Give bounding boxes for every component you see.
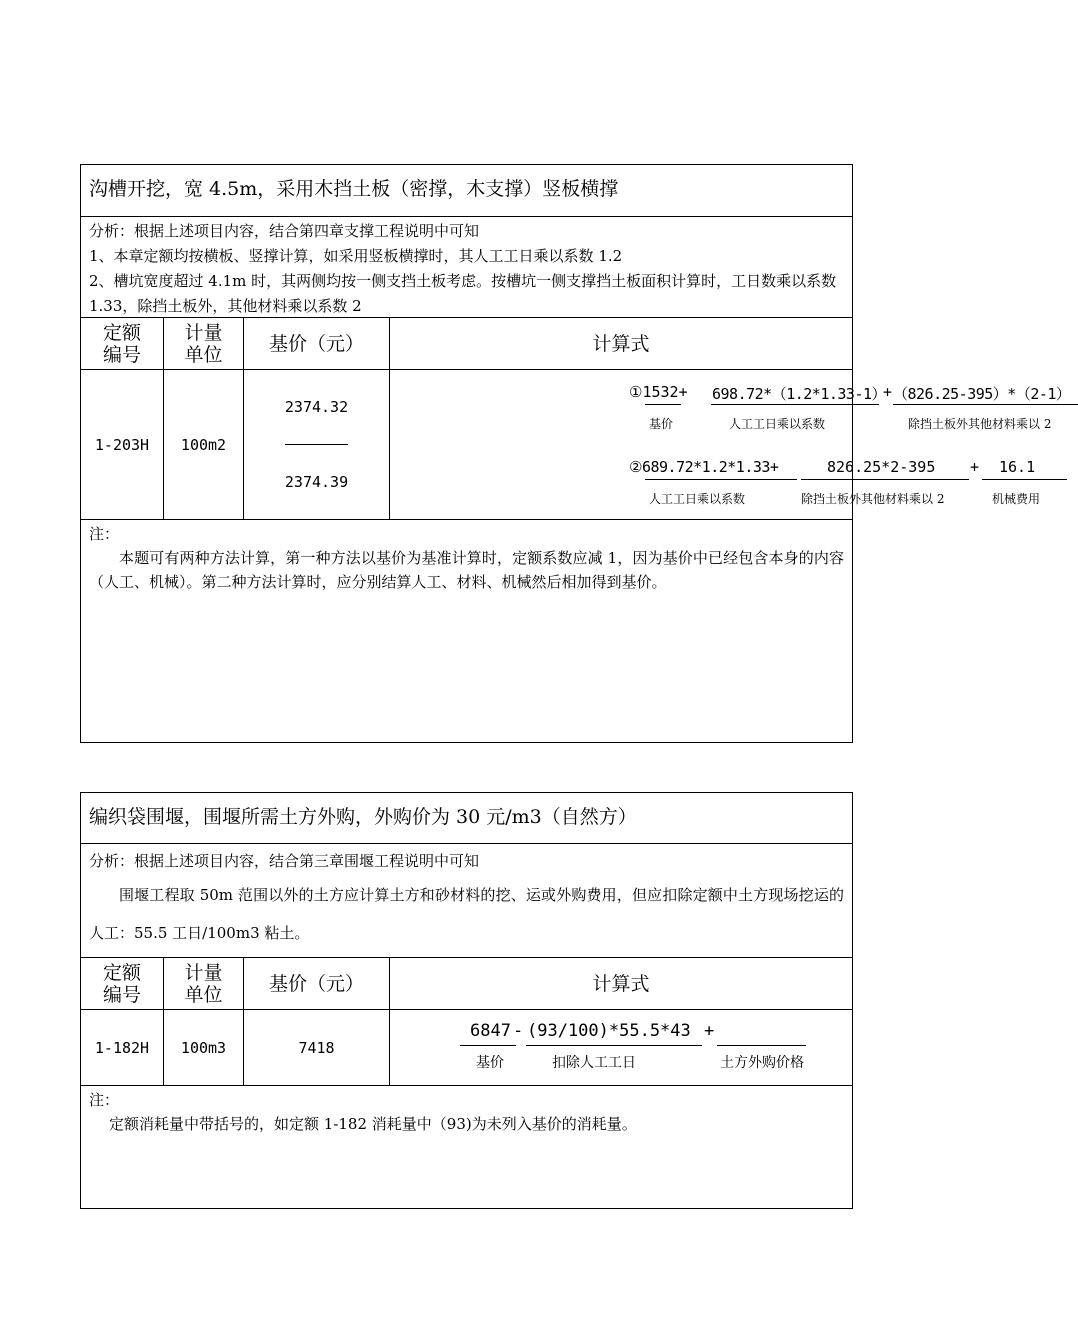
table-row (81, 1010, 852, 1086)
block-title: 沟槽开挖，宽 4.5m，采用木挡土板（密撑，木支撑）竖板横撑 (81, 165, 852, 217)
note-title: 注： (89, 1091, 120, 1109)
table-header (81, 958, 852, 1010)
analysis-section (81, 844, 852, 958)
analysis-section (81, 217, 852, 318)
header-price: 基价（元） (244, 958, 390, 1009)
underline (460, 1045, 516, 1046)
note-text: 本题可有两种方法计算，第一种方法以基价为基准计算时，定额系数应减 1，因为基价中已经包含本身的内容（人工、机械）。第二种方法计算时，应分别结算人工、材料、机械然后相加得到基价。 (89, 549, 844, 591)
quota-block-2 (80, 792, 853, 1209)
quota-unit: 100m3 (164, 1010, 244, 1085)
formula-part: - (513, 1021, 524, 1041)
note-section (81, 1086, 852, 1208)
underline (801, 479, 969, 480)
formula-label: 人工工日乘以系数 (729, 417, 826, 431)
price-column (244, 370, 390, 519)
analysis-line: 分析：根据上述项目内容，结合第四章支撑工程说明中可知 (89, 222, 480, 240)
analysis-line: 围堰工程取 50m 范围以外的土方应计算土方和砂材料的挖、运或外购费用，但应扣除定额中土方现场挖运的人工：55.5 工日/100m3 粘土。 (89, 886, 844, 942)
table-row (81, 370, 1071, 520)
formula-label: 除挡土板外其他材料乘以 2 (801, 492, 945, 506)
note-section (81, 520, 852, 742)
note-title: 注： (89, 525, 120, 543)
price-value: 7418 (244, 1010, 390, 1085)
formula (390, 1010, 852, 1085)
quota-code: 1-203H (81, 370, 164, 519)
formula-label: 人工工日乘以系数 (649, 492, 746, 506)
formula-label: 扣除人工工日 (552, 1055, 636, 1071)
header-code: 定额编号 (81, 958, 164, 1009)
header-price: 基价（元） (244, 318, 390, 369)
formula-label: 基价 (649, 417, 674, 431)
block-title: 编织袋围堰，围堰所需土方外购，外购价为 30 元/m3（自然方） (81, 793, 852, 844)
underline (982, 479, 1067, 480)
formula-part: （826.25-395）*（2-1） (893, 385, 1071, 403)
underline (711, 404, 879, 405)
header-unit: 计量单位 (164, 318, 244, 369)
formula-part: ①1532+ (629, 383, 688, 401)
quota-unit: 100m2 (164, 370, 244, 519)
underline (893, 404, 1078, 405)
formula-part: + (883, 383, 893, 401)
formula-part: 6847 (470, 1021, 511, 1041)
formula-part: 698.72*（1.2*1.33-1） (712, 385, 887, 403)
formula-part: 16.1 (999, 458, 1036, 476)
formula-part: 826.25*2-395 (827, 458, 936, 476)
formula-label: 土方外购价格 (720, 1055, 804, 1071)
underline (645, 404, 681, 405)
underline (645, 479, 797, 480)
header-formula: 计算式 (592, 972, 650, 995)
underline (717, 1045, 806, 1046)
price-value-2: 2374.39 (285, 444, 348, 519)
formula-part: + (970, 458, 980, 476)
formula-column (390, 370, 1071, 519)
header-formula: 计算式 (592, 332, 650, 355)
header-unit: 计量单位 (164, 958, 244, 1009)
note-text: 定额消耗量中带括号的，如定额 1-182 消耗量中（93)为未列入基价的消耗量。 (109, 1115, 637, 1133)
header-code: 定额编号 (81, 318, 164, 369)
analysis-line: 1、本章定额均按横板、竖撑计算，如采用竖板横撑时，其人工工日乘以系数 1.2 (89, 247, 623, 265)
table-header (81, 318, 852, 370)
analysis-line: 分析：根据上述项目内容，结合第三章围堰工程说明中可知 (89, 852, 480, 870)
formula-label: 除挡土板外其他材料乘以 2 (908, 417, 1052, 431)
price-value-1: 2374.32 (284, 398, 349, 416)
formula-label: 机械费用 (992, 492, 1041, 506)
quota-block-1 (80, 164, 1071, 743)
formula-label: 基价 (476, 1055, 504, 1071)
formula-part: + (704, 1021, 715, 1041)
analysis-line: 2、槽坑宽度超过 4.1m 时，其两侧均按一侧支挡土板考虑。按槽坑一侧支撑挡土板面积计算时，工日数乘以系数 1.33，除挡土板外，其他材料乘以系数 2 (89, 272, 837, 315)
quota-code: 1-182H (81, 1010, 164, 1085)
underline (526, 1045, 702, 1046)
formula-part: ②689.72*1.2*1.33+ (629, 458, 779, 476)
formula-part: (93/100)*55.5*43 (527, 1021, 691, 1041)
